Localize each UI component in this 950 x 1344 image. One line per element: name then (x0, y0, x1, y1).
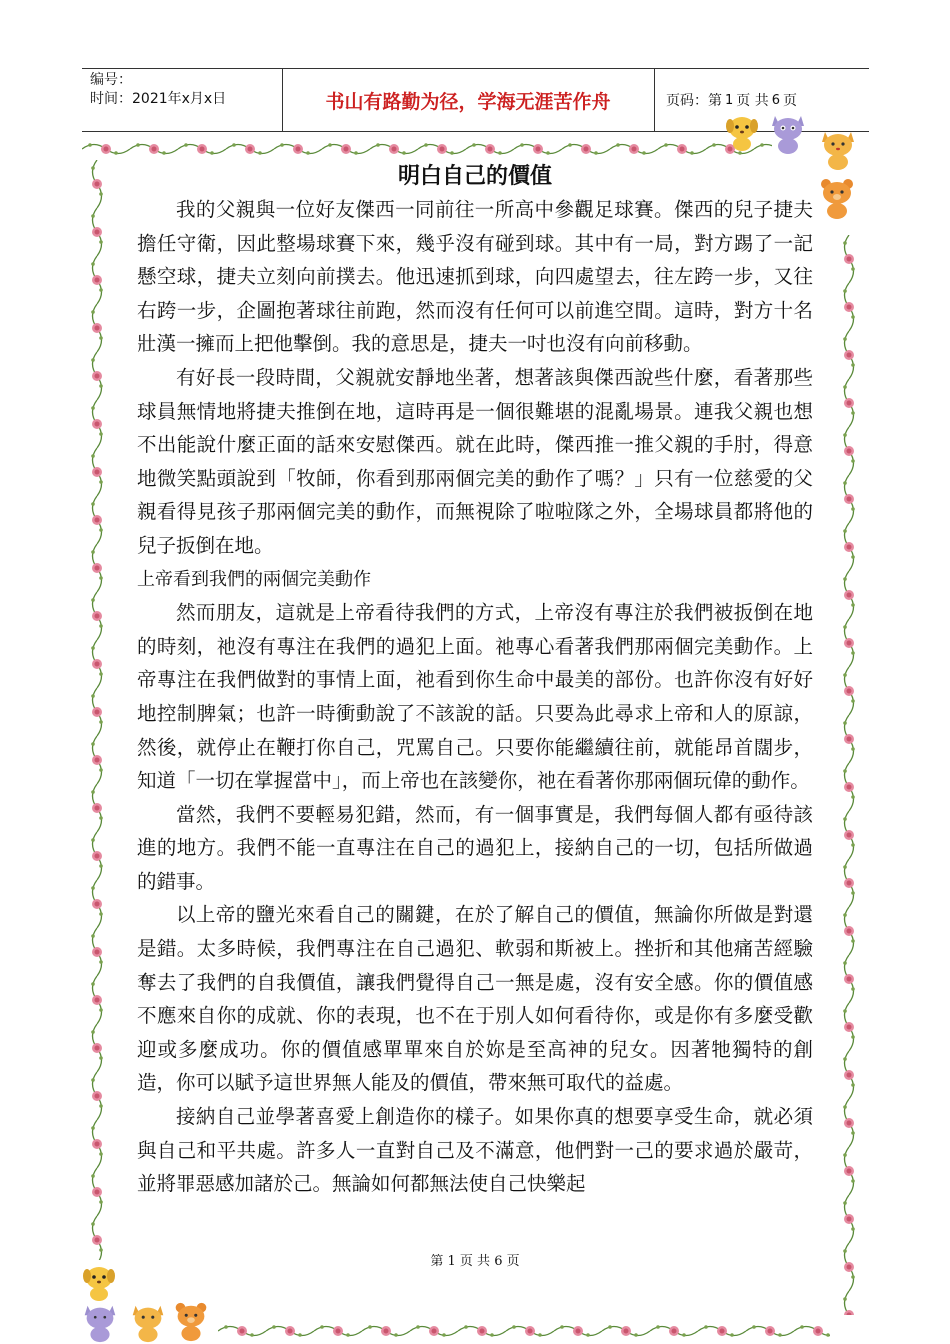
rose-vine-border-left (84, 160, 110, 1260)
header-page-indicator (654, 69, 869, 131)
purple-cat-icon-bottom (80, 1300, 120, 1344)
purple-cat-icon (768, 110, 808, 156)
page-current: 1 (725, 92, 734, 108)
header-motto: 书山有路勤为径，学海无涯苦作舟 (325, 90, 611, 113)
page-label-prefix: 页码：第 (666, 93, 722, 109)
article-title: 明白自己的價值 (397, 163, 552, 189)
footer-mid: 页 共 (459, 1254, 491, 1269)
page-label-mid: 页 共 (736, 93, 769, 109)
paragraph: 有好長一段時間，父親就安靜地坐著，想著該與傑西說些什麼，看著那些球員無情地將捷夫推倒在地，這時再是一個很難堪的混亂場景。連我父親也想不出能說什麼正面的話來安慰傑西。就在此時，傑西推一推父親的手肘，得意地微笑點頭說到「牧師，你看到那兩個完美的動作了嗎？」只有一位慈愛的父親看得見孩子那兩個完美的動作，而無視除了啦啦隊之外，全場球員都將他的兒子扳倒在地。 (137, 365, 813, 557)
paragraph: 當然，我們不要輕易犯錯，然而，有一個事實是，我們每個人都有亟待該進的地方。我們不能一直專注在自己的過犯上，接納自己的一切，包括所做過的錯事。 (137, 802, 813, 893)
section-subheading: 上帝看到我們的兩個完美動作 (137, 568, 371, 590)
page-total: 6 (771, 92, 781, 108)
paragraph: 以上帝的鹽光來看自己的關鍵，在於了解自己的價值，無論你所做是對還是錯。太多時候，我們專注在自己過犯、軟弱和斯被上。挫折和其他痛苦經驗奪去了我們的自我價值，讓我們覺得自己一無是處，沒有安全感。你的價值感不應來自你的成就、你的表現，也不在于別人如何看待你，或是你有多麼受歡迎或多麼成功。你的價值感單單來自於妳是至高神的兒女。因著牠獨特的創造，你可以賦予這世界無人能及的價值，帶來無可取代的益處。 (137, 903, 813, 1095)
page-label-suffix: 页 (783, 93, 798, 109)
footer-page-current: 1 (447, 1254, 456, 1269)
orange-cat-icon-bottom (128, 1300, 168, 1344)
orange-cat-icon (818, 126, 858, 172)
orange-bear-icon-bottom (172, 1300, 210, 1344)
rose-vine-border-bottom (218, 1318, 830, 1344)
page-footer (0, 1250, 950, 1269)
yellow-puppy-icon (724, 112, 760, 152)
footer-prefix: 第 (430, 1254, 444, 1269)
article-body (137, 193, 813, 1201)
footer-page-total: 6 (494, 1254, 503, 1269)
rose-vine-border-right (836, 235, 862, 1315)
paragraph: 然而朋友，這就是上帝看待我們的方式，上帝沒有專注於我們被扳倒在地的時刻，祂沒有專注在我們的過犯上面。祂專心看著我們那兩個完美動作。上帝專注在我們做對的事情上面，祂看到你生命中最美的部份。也許你沒有好好地控制脾氣；也許一時衝動說了不該說的話。只要為此尋求上帝和人的原諒，然後，就停止在鞭打你自己，咒罵自己。只要你能繼續往前，就能昂首闊步，知道「一切在掌握當中」，而上帝也在該變你，祂在看著你那兩個玩偉的動作。 (137, 601, 813, 793)
paragraph: 接納自己並學著喜愛上創造你的樣子。如果你真的想要享受生命，就必須與自己和平共處。許多人一直對自己及不滿意，他們對一己的要求過於嚴苛，並將罪惡感加諸於己。無論如何都無法使自己快樂起 (137, 1105, 813, 1196)
header-meta (82, 69, 282, 131)
orange-bear-icon (818, 176, 856, 222)
paragraph: 我的父親與一位好友傑西一同前往一所高中參觀足球賽。傑西的兒子捷夫擔任守衛，因此整場球賽下來，幾乎沒有碰到球。其中有一局，對方踢了一記懸空球，捷夫立刻向前撲去。他迅速抓到球，向四處望去，往左跨一步，又往右跨一步，企圖抱著球往前跑，然而沒有任何可以前進空間。這時，對方十名壯漢一擁而上把他擊倒。我的意思是，捷夫一吋也沒有向前移動。 (137, 198, 813, 356)
document-date-label: 时间：2021年x月x日 (90, 91, 227, 107)
document-number-label: 编号： (90, 72, 132, 88)
footer-suffix: 页 (506, 1254, 520, 1269)
